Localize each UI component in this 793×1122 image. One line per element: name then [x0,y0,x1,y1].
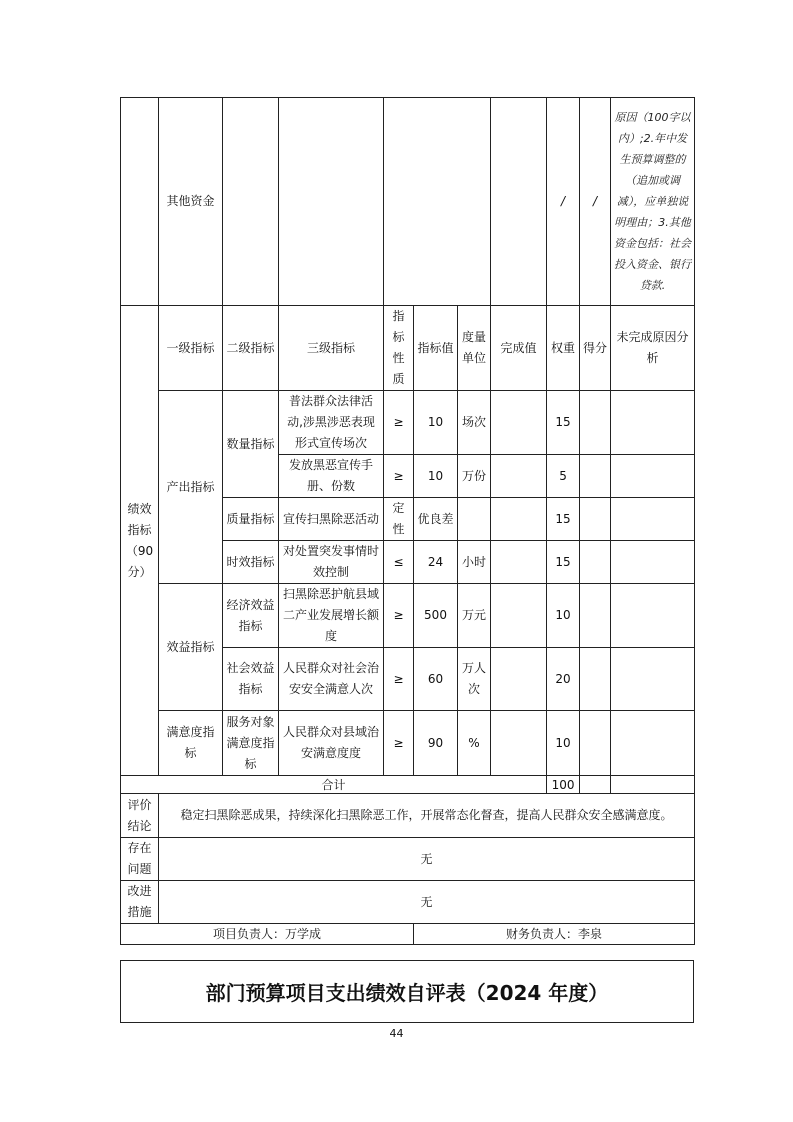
table-row [121,391,695,455]
unit: 小时 [458,541,491,584]
reason [611,391,695,455]
unit: 万份 [458,455,491,498]
value: 10 [414,455,458,498]
indicator: 普法群众法律活动,涉黑涉恶表现形式宣传场次 [279,391,384,455]
done [491,648,547,711]
nature: ≥ [384,391,414,455]
cell [279,98,384,306]
nature: ≥ [384,711,414,776]
problems-text: 无 [159,838,695,881]
measures-text: 无 [159,881,695,924]
indicator: 扫黑除恶护航县域二产业发展增长额度 [279,584,384,648]
table-row [121,711,695,776]
reason [611,584,695,648]
conclusion-text: 稳定扫黑除恶成果，持续深化扫黑除恶工作，开展常态化督查，提高人民群众安全感满意度。 [159,794,695,838]
done [491,541,547,584]
finance-lead: 财务负责人：李泉 [414,924,695,945]
nature: ≤ [384,541,414,584]
indicator: 对处置突发事情时效控制 [279,541,384,584]
other-funds-label: 其他资金 [159,98,223,306]
group-benefit: 效益指标 [159,584,223,711]
indicator: 发放黑恶宣传手册、份数 [279,455,384,498]
value: 90 [414,711,458,776]
subgroup-economic: 经济效益指标 [223,584,279,648]
performance-table [120,97,695,945]
value: 500 [414,584,458,648]
reason [611,455,695,498]
score [580,455,611,498]
header: 完成值 [491,306,547,391]
table-row [121,584,695,648]
unit: 万元 [458,584,491,648]
done [491,455,547,498]
subgroup-quantity: 数量指标 [223,391,279,498]
unit: % [458,711,491,776]
problems-label: 存在问题 [121,838,159,881]
value: 优良差 [414,498,458,541]
subgroup-social: 社会效益指标 [223,648,279,711]
cell [580,776,611,794]
header: 三级指标 [279,306,384,391]
next-table-title-text: 部门预算项目支出绩效自评表（2024 年度） [205,981,609,1005]
other-funds-row [121,98,695,306]
done [491,711,547,776]
subgroup-quality: 质量指标 [223,498,279,541]
measures-label: 改进措施 [121,881,159,924]
group-satisfaction: 满意度指标 [159,711,223,776]
cell [223,98,279,306]
weight: 20 [547,648,580,711]
reason [611,648,695,711]
cell [121,98,159,306]
subgroup-timeliness: 时效指标 [223,541,279,584]
problems-row [121,838,695,881]
slash: / [580,98,611,306]
header: 权重 [547,306,580,391]
weight: 15 [547,391,580,455]
value: 24 [414,541,458,584]
done [491,391,547,455]
weight: 10 [547,711,580,776]
header: 指标值 [414,306,458,391]
score [580,584,611,648]
total-label: 合计 [121,776,547,794]
value: 60 [414,648,458,711]
subgroup-service: 服务对象满意度指标 [223,711,279,776]
header-row [121,306,695,391]
score [580,391,611,455]
nature: ≥ [384,584,414,648]
weight: 15 [547,541,580,584]
indicator: 人民群众对社会治安安全满意人次 [279,648,384,711]
done [491,584,547,648]
measures-row [121,881,695,924]
weight: 15 [547,498,580,541]
conclusion-row [121,794,695,838]
next-table-title [120,960,694,1023]
score [580,648,611,711]
slash: / [547,98,580,306]
header: 得分 [580,306,611,391]
header: 二级指标 [223,306,279,391]
reason [611,541,695,584]
nature: ≥ [384,648,414,711]
cell [611,776,695,794]
score [580,711,611,776]
header: 一级指标 [159,306,223,391]
nature: 定性 [384,498,414,541]
nature: ≥ [384,455,414,498]
weight: 10 [547,584,580,648]
score [580,498,611,541]
other-funds-note: 原因（100字以内）;2.年中发生预算调整的（追加或调减），应单独说明理由；3.其他资金包括：社会投入资金、银行贷款. [611,98,695,306]
unit: 场次 [458,391,491,455]
cell [384,98,491,306]
unit: 万人次 [458,648,491,711]
indicator: 宣传扫黑除恶活动 [279,498,384,541]
total-weight: 100 [547,776,580,794]
weight: 5 [547,455,580,498]
cell [491,98,547,306]
unit [458,498,491,541]
header: 未完成原因分析 [611,306,695,391]
total-row [121,776,695,794]
page-number: 44 [389,1027,404,1040]
group-output: 产出指标 [159,391,223,584]
reason [611,498,695,541]
score [580,541,611,584]
signers-row [121,924,695,945]
perf-label: 绩效指标（90分） [121,306,159,776]
reason [611,711,695,776]
project-lead: 项目负责人：万学成 [121,924,414,945]
indicator: 人民群众对县域治安满意度度 [279,711,384,776]
conclusion-label: 评价结论 [121,794,159,838]
header: 度量单位 [458,306,491,391]
done [491,498,547,541]
value: 10 [414,391,458,455]
header: 指标性质 [384,306,414,391]
